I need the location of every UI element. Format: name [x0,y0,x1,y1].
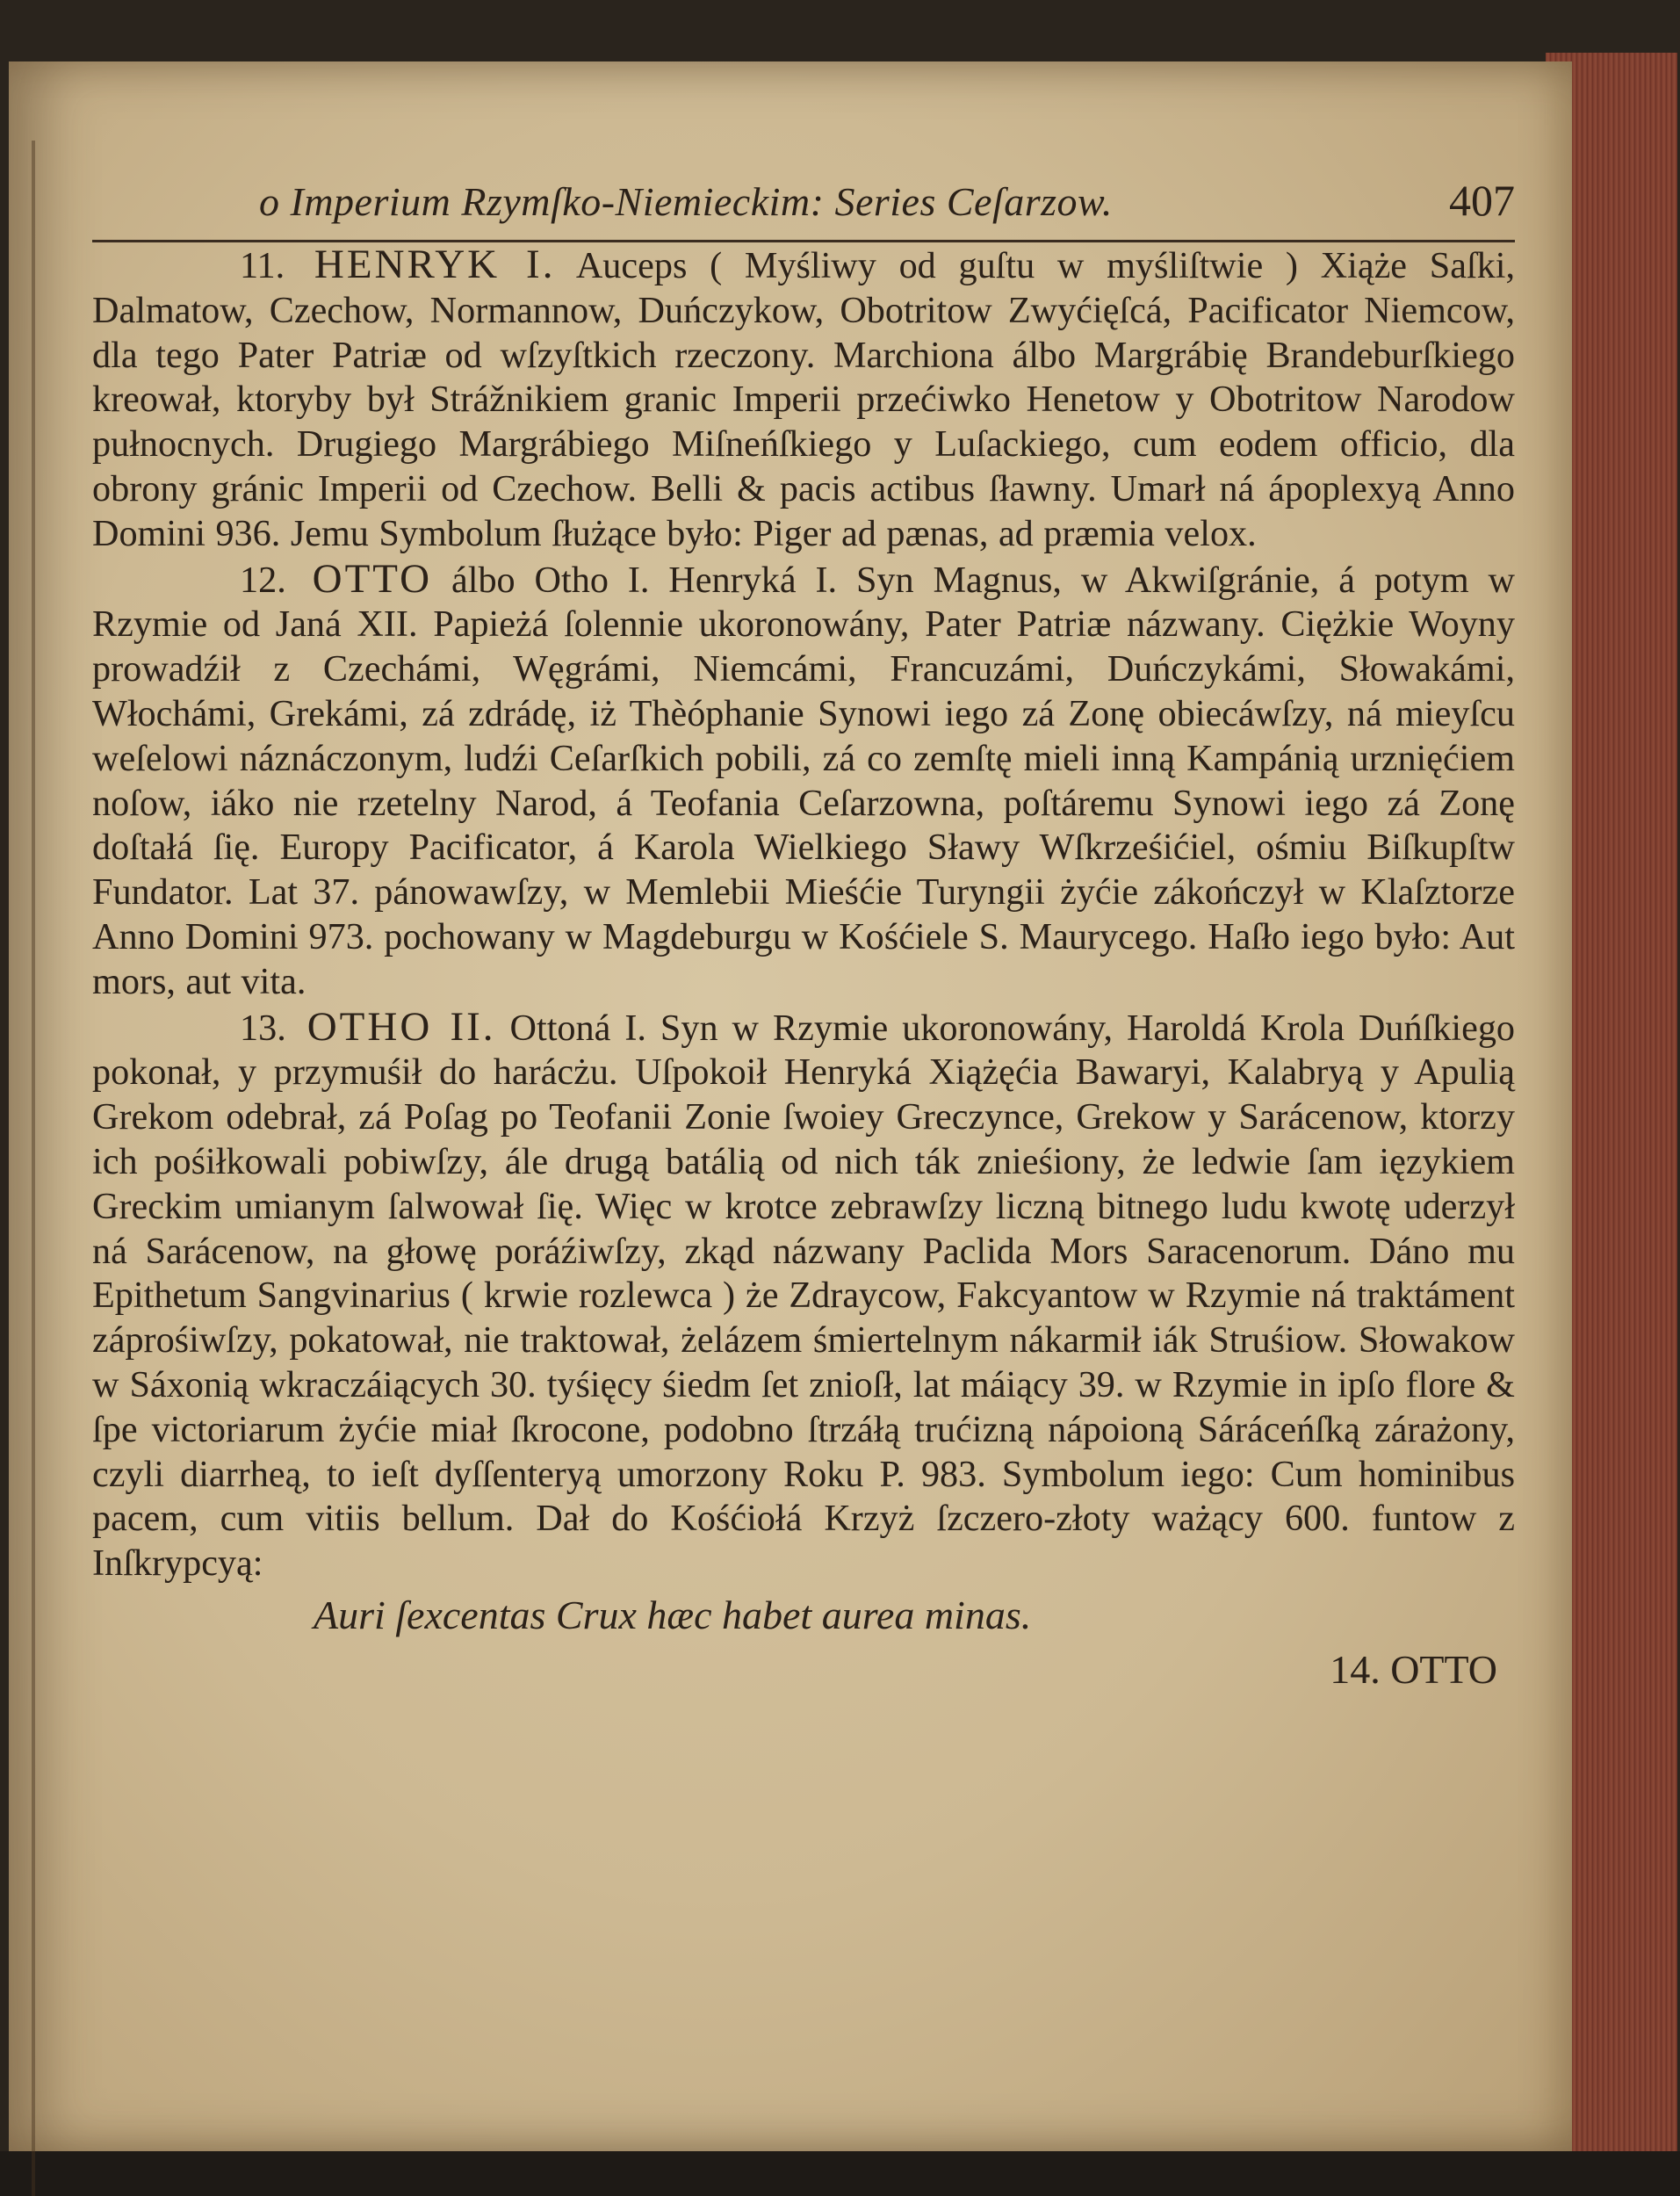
entry-name: OTTO [312,555,433,602]
entry-otto [92,557,1515,1005]
inscription-motto: Auri ſexcentas Crux hæc habet aurea minas. [314,1592,1032,1637]
entry-otho-ii [92,1005,1515,1586]
gutter-shadow [32,141,35,2196]
page-content [92,171,1515,1693]
entry-text: álbo Otho I. Henryká I. Syn Magnus, w Akwiſgránie, á potym w Rzymie od Janá XII. Papieżá ſolennie ukoronowány, Pater Patriæ názwany. Ciężkie Woyny prowadźił z Czechámi, Węgrámi, Niemcámi, Francuzámi, Duńczykámi, Słowakámi, Włochámi, Grekámi, zá zdrádę, iż Thèóphanie Synowi iego zá Zonę obiecáwſzy, ná mieyſcu weſelowi náznáczonym, ludźi Ceſarſkich pobili, zá co zemſtę mieli inną Kampánią urznięćiem noſow, iáko nie rzetelny Narod, á Teofania Ceſarzowna, poſtáremu Synowi iego zá Zonę doſtałá ſię. Europy Pacificator, á Karola Wielkiego Sławy Wſkrześićiel, ośmiu Biſkupſtw Fundator. Lat 37. pánowawſzy, w Memlebii Mieśćie Turyngii żyćie zákończył w Klaſztorze Anno Domini 973. pochowany w Magdeburgu w Kośćiele S. Maurycego. Haſło iego było: Aut mors, aut vita. [92,559,1516,1002]
entry-number: 12. [240,559,286,601]
entry-name: HENRYK I. [314,242,556,287]
catchword: 14. OTTO [1330,1646,1497,1692]
entry-text: Auceps ( Myśliwy od guſtu w myśliſtwie ) Xiąże Saſki, Dalmatow, Czechow, Normannow, Duńczykow, Obotritow Zwyćięſcá, Pacificator Niemcow, dla tego Pater Patriæ od wſzyſtkich rzeczony. Marchiona álbo Margrábię Brandeburſkiego kreował, ktoryby był Strážnikiem granic Imperii przećiwko Henetow y Obotritow Narodow pułnocnych. Drugiego Margrábiego Miſneńſkiego y Luſackiego, cum eodem officio, dla obrony gránic Imperii od Czechow. Belli & pacis actibus ſławny. Umarł ná ápoplexyą Anno Domini 936. Jemu Symbolum ſłużące było: Piger ad pænas, ad præmia velox. [92,245,1516,554]
entry-number: 11. [240,245,285,286]
running-title: o Imperium Rzymſko-Niemieckim: Series Ceſarzow. [259,179,1113,224]
entry-name: OTHO II. [306,1003,496,1050]
entry-henryk [92,242,1515,557]
entry-number: 13. [240,1007,286,1049]
entry-text: Ottoná I. Syn w Rzymie ukoronowány, Haroldá Krola Duńſkiego pokonał, y przymuśił do harácżu. Uſpokoił Henryká Xiążęćia Bawaryi, Kalabryą y Apulią Grekom odebrał, zá Poſag po Teofanii Zonie ſwoiey Greczynce, Grekow y Sarácenow, ktorzy ich pośiłkowali pobiwſzy, ále drugą batálią od nich ták znieśiony, że ledwie ſam ięzykiem Greckim umianym ſalwował ſię. Więc w krotce zebrawſzy liczną bitnego ludu kwotę uderzył ná Sarácenow, na głowę poráźiwſzy, zkąd názwany Paclida Mors Saracenorum. Dáno mu Epithetum Sangvinarius ( krwie rozlewca ) że Zdraycow, Fakcyantow w Rzymie ná traktáment záprośiwſzy, pokatował, nie traktował, żelázem śmiertelnym nákarmił iák Struśiow. Słowakow w Sáxonią wkraczáiących 30. tyśięcy śiedm ſet znioſł, lat máiący 39. w Rzymie in ipſo flore & ſpe victoriarum żyćie miał ſkrocone, podobno ſtrzáłą trućizną nápoioną Sáráceńſką zárażony, czyli diarrheą, to ieſt dyſſenteryą umorzony Roku P. 983. Symbolum iego: Cum hominibus pacem, cum vitiis bellum. Dał do Kośćiołá Krzyż ſzczero-złoty ważący 600. funtow z Inſkrypcyą: [92,1007,1516,1585]
page-number: 407 [1449,176,1515,225]
running-header [92,171,1515,242]
